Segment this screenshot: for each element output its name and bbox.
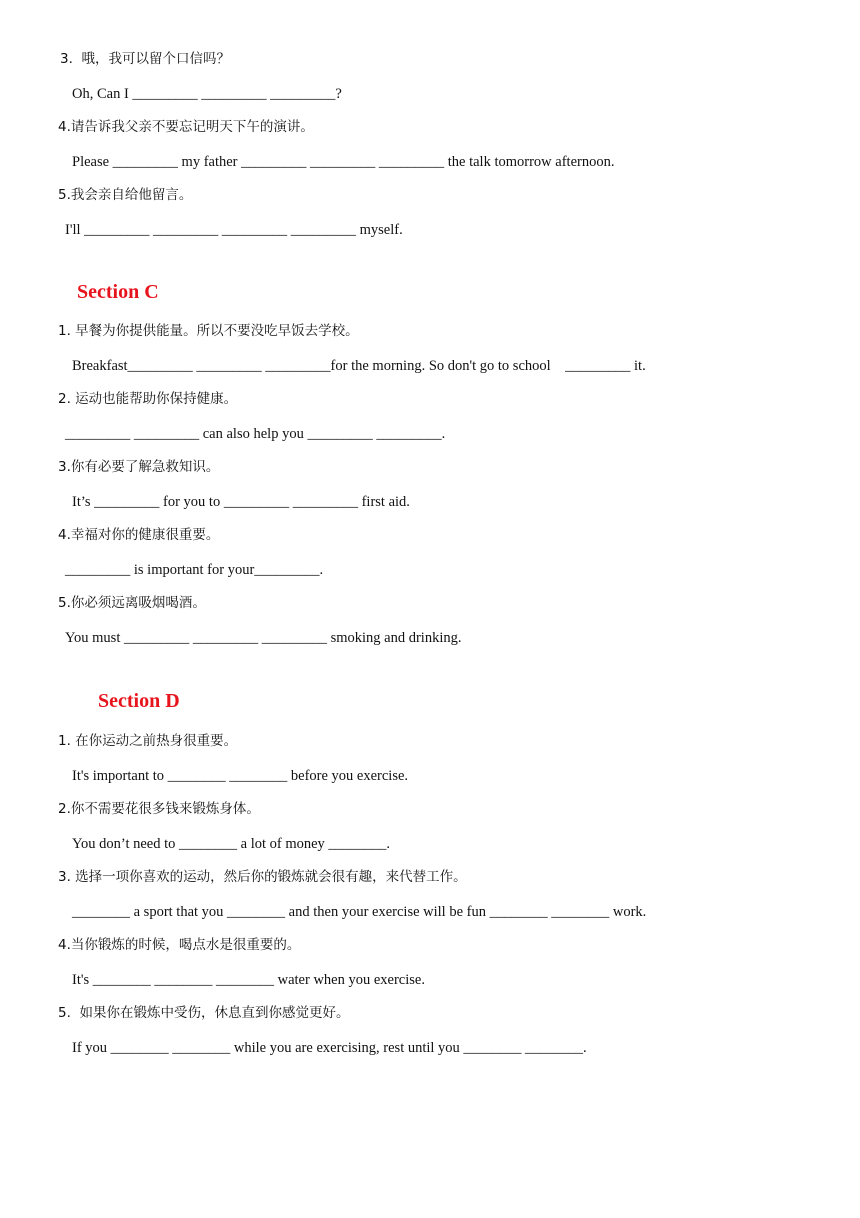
question-c2-chinese: 2. 运动也能帮助你保持健康。 [58, 391, 238, 407]
question-b5-english: I'll _________ _________ _________ _________ myself. [65, 222, 403, 238]
question-d4-chinese: 4.当你锻炼的时候，喝点水是很重要的。 [58, 937, 301, 953]
section-d-heading: Section D [98, 690, 180, 712]
question-b3-english: Oh, Can I _________ _________ _________? [72, 86, 342, 102]
question-d2-english: You don’t need to ________ a lot of money ________. [72, 836, 391, 852]
question-c2-english: _________ _________ can also help you _________ _________. [65, 426, 446, 442]
question-c1-chinese: 1. 早餐为你提供能量。所以不要没吃早饭去学校。 [58, 323, 359, 339]
question-d1-chinese: 1. 在你运动之前热身很重要。 [58, 733, 238, 749]
question-c4-chinese: 4.幸福对你的健康很重要。 [58, 527, 220, 543]
question-c3-english: It’s _________ for you to _________ _________ first aid. [72, 494, 410, 510]
question-d3-english: ________ a sport that you ________ and then your exercise will be fun ________ ________ work. [72, 904, 647, 920]
question-c5-english: You must _________ _________ _________ smoking and drinking. [65, 630, 462, 646]
question-b4-chinese: 4.请告诉我父亲不要忘记明天下午的演讲。 [58, 119, 314, 135]
question-c5-chinese: 5.你必须远离吸烟喝酒。 [58, 595, 206, 611]
question-b3-chinese: 3. 哦，我可以留个口信吗？ [60, 51, 230, 67]
section-c-heading: Section C [77, 281, 159, 303]
question-c4-english: _________ is important for your_________. [65, 562, 324, 578]
question-d5-english: If you ________ ________ while you are exercising, rest until you ________ ________. [72, 1040, 587, 1056]
question-d3-chinese: 3. 选择一项你喜欢的运动，然后你的锻炼就会很有趣，来代替工作。 [58, 869, 467, 885]
question-c1-english: Breakfast_________ _________ _________for the morning. So don't go to school _________ it. [72, 358, 646, 374]
question-d1-english: It's important to ________ ________ before you exercise. [72, 768, 409, 784]
question-b5-chinese: 5.我会亲自给他留言。 [58, 187, 193, 203]
question-b4-english: Please _________ my father _________ _________ _________ the talk tomorrow afternoon. [72, 154, 615, 170]
question-d5-chinese: 5. 如果你在锻炼中受伤，休息直到你感觉更好。 [58, 1005, 350, 1021]
question-c3-chinese: 3.你有必要了解急救知识。 [58, 459, 220, 475]
question-d4-english: It's ________ ________ ________ water when you exercise. [72, 972, 425, 988]
question-d2-chinese: 2.你不需要花很多钱来锻炼身体。 [58, 801, 260, 817]
